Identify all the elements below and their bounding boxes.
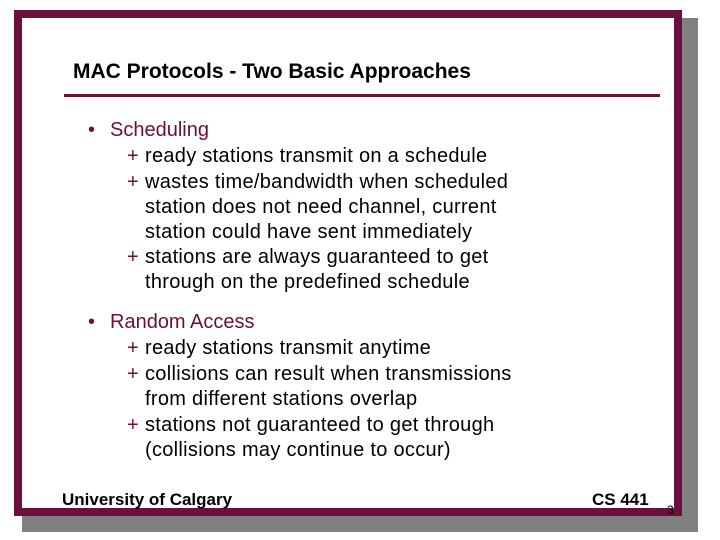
bullet-icon: • — [88, 119, 96, 141]
slide-title: MAC Protocols - Two Basic Approaches — [73, 60, 471, 83]
bullet-heading: Scheduling — [110, 119, 209, 141]
sub-item — [127, 144, 487, 169]
bullet-random-access — [88, 310, 255, 335]
sub-item-continuation: through on the predefined schedule — [145, 271, 470, 293]
sub-item — [127, 336, 431, 361]
plus-icon: + — [127, 414, 139, 436]
plus-icon: + — [127, 246, 139, 268]
sub-item — [127, 245, 489, 270]
sub-item-text: stations not guaranteed to get through — [145, 414, 495, 436]
sub-item-continuation: from different stations overlap — [145, 388, 418, 410]
bullet-heading: Random Access — [110, 311, 255, 333]
sub-item-text: ready stations transmit on a schedule — [145, 145, 488, 167]
bullet-icon: • — [88, 311, 96, 333]
sub-item-text: collisions can result when transmissions — [145, 363, 512, 385]
sub-item-continuation: (collisions may continue to occur) — [145, 439, 451, 461]
sub-item-text: ready stations transmit anytime — [145, 337, 432, 359]
plus-icon: + — [127, 171, 139, 193]
footer-course: CS 441 — [592, 490, 649, 509]
bullet-scheduling — [88, 118, 209, 143]
footer-institution: University of Calgary — [62, 490, 233, 509]
plus-icon: + — [127, 337, 139, 359]
sub-item-continuation: station could have sent immediately — [145, 221, 473, 243]
sub-item-continuation: station does not need channel, current — [145, 196, 497, 218]
sub-item — [127, 413, 494, 438]
plus-icon: + — [127, 145, 139, 167]
title-underline — [64, 94, 660, 97]
sub-item-text: stations are always guaranteed to get — [145, 246, 489, 268]
page-number: 3 — [667, 503, 674, 517]
sub-item — [127, 362, 512, 387]
sub-item — [127, 170, 508, 195]
sub-item-text: wastes time/bandwidth when scheduled — [145, 171, 509, 193]
plus-icon: + — [127, 363, 139, 385]
